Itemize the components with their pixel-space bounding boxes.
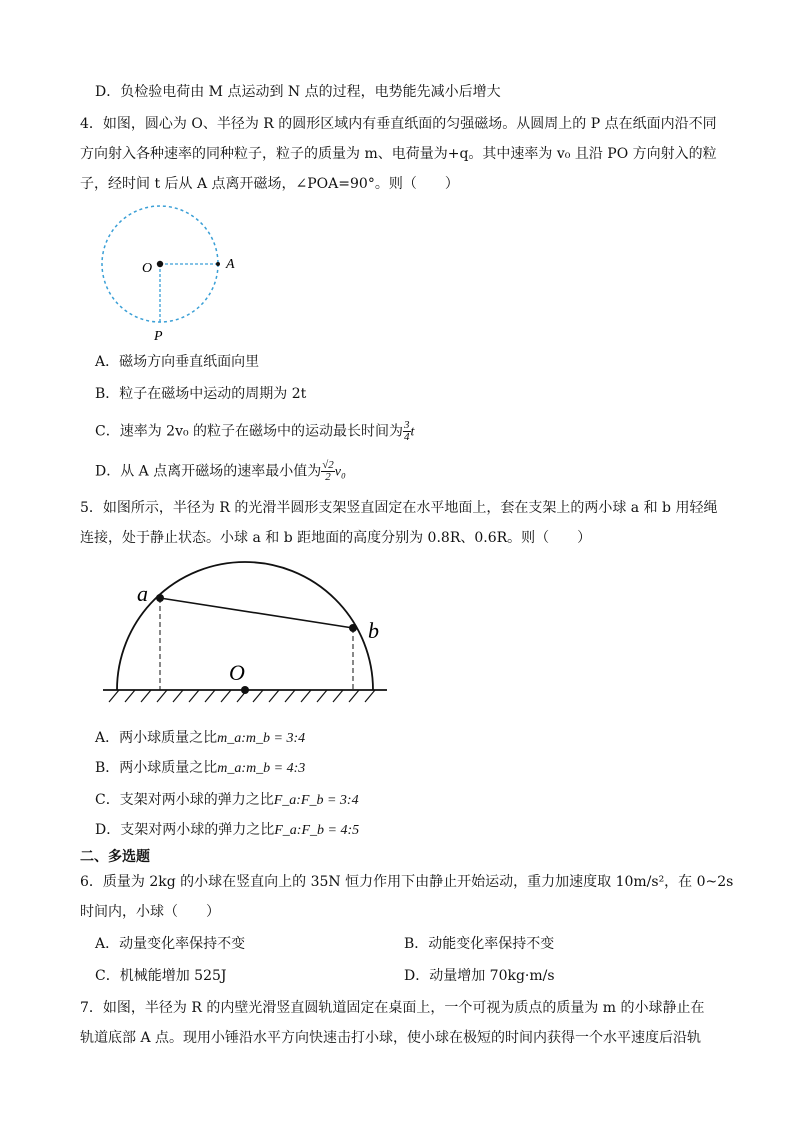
q6-option-a: A．动量变化率保持不变 <box>95 936 246 952</box>
denominator: 2 <box>325 471 331 483</box>
q5-figure-semicircle <box>95 558 395 718</box>
center-dot-O <box>241 686 249 694</box>
q5-option-c <box>95 790 359 811</box>
ball-b <box>349 624 357 632</box>
math: m_a:m_b = 3:4 <box>217 731 306 746</box>
q4-stem-line1: 4．如图，圆心为 O、半径为 R 的圆形区域内有垂直纸面的匀强磁场。从圆周上的 P 点在纸面内沿不同 <box>80 116 717 132</box>
variable: v₀ <box>334 464 346 480</box>
label-O: O <box>229 660 245 685</box>
rope-ab <box>160 598 353 628</box>
q6-option-d: D．动量增加 70kg·m/s <box>404 968 555 984</box>
math: m_a:m_b = 4:3 <box>217 761 306 776</box>
q4-option-c <box>95 420 414 443</box>
q5-option-a-text: A．两小球质量之比 <box>95 730 218 746</box>
q5-option-b <box>95 758 305 779</box>
label-P: P <box>154 329 163 344</box>
ball-a <box>156 594 164 602</box>
q5-option-a <box>95 728 305 749</box>
q6-stem-line1: 6．质量为 2kg 的小球在竖直向上的 35N 恒力作用下由静止开始运动，重力加速度取 10m/s²，在 0~2s <box>80 874 734 890</box>
center-dot-O <box>157 261 163 267</box>
q4-option-c-text: C．速率为 2v₀ 的粒子在磁场中的运动最长时间为 <box>95 423 404 440</box>
q7-stem-line2: 轨道底部 A 点。现用小锤沿水平方向快速击打小球，使小球在极短的时间内获得一个水平速度后沿轨 <box>80 1030 702 1046</box>
q4-stem-line3: 子，经时间 t 后从 A 点离开磁场，∠POA=90°。则（ ） <box>80 176 459 192</box>
q5-option-b-text: B．两小球质量之比 <box>95 760 218 776</box>
point-A <box>216 262 220 266</box>
numerator: 3 <box>404 419 410 431</box>
q5-option-d <box>95 820 359 841</box>
fraction <box>321 460 335 483</box>
q4-option-b: B．粒子在磁场中运动的周期为 2t <box>95 386 307 402</box>
q4-option-d-text: D．从 A 点离开磁场的速率最小值为 <box>95 463 322 480</box>
variable: t <box>410 424 415 440</box>
q4-stem-line2: 方向射入各种速率的同种粒子，粒子的质量为 m、电荷量为+q。其中速率为 v₀ 且沿 PO 方向射入的粒 <box>80 146 717 162</box>
label-b: b <box>368 618 379 643</box>
math: F_a:F_b = 4:5 <box>274 823 360 838</box>
label-A: A <box>226 257 235 272</box>
q4-figure-circle-field <box>90 200 240 350</box>
label-O: O <box>142 261 153 276</box>
label-a: a <box>137 581 148 606</box>
q4-option-d <box>95 460 346 483</box>
semicircle-support <box>117 562 373 690</box>
q5-option-c-text: C．支架对两小球的弹力之比 <box>95 792 274 808</box>
q6-option-c: C．机械能增加 525J <box>95 968 227 984</box>
q5-stem-line1: 5．如图所示，半径为 R 的光滑半圆形支架竖直固定在水平地面上，套在支架上的两小球 a 和 b 用轻绳 <box>80 500 718 516</box>
q6-option-b: B．动能变化率保持不变 <box>404 936 555 952</box>
denominator: 4 <box>404 431 410 443</box>
fraction <box>403 420 411 443</box>
q5-option-d-text: D．支架对两小球的弹力之比 <box>95 822 275 838</box>
numerator: √2 <box>322 459 334 471</box>
q3-option-d: D．负检验电荷由 M 点运动到 N 点的过程，电势能先减小后增大 <box>95 84 501 100</box>
q4-option-a: A．磁场方向垂直纸面向里 <box>95 354 260 370</box>
q6-stem-line2: 时间内，小球（ ） <box>80 904 220 920</box>
section-heading-multiple-choice: 二、多选题 <box>80 849 150 865</box>
math: F_a:F_b = 3:4 <box>273 793 359 808</box>
q7-stem-line1: 7．如图，半径为 R 的内壁光滑竖直圆轨道固定在桌面上，一个可视为质点的质量为 m 的小球静止在 <box>80 1000 705 1016</box>
q5-stem-line2: 连接，处于静止状态。小球 a 和 b 距地面的高度分别为 0.8R、0.6R。则（ ） <box>80 530 592 546</box>
